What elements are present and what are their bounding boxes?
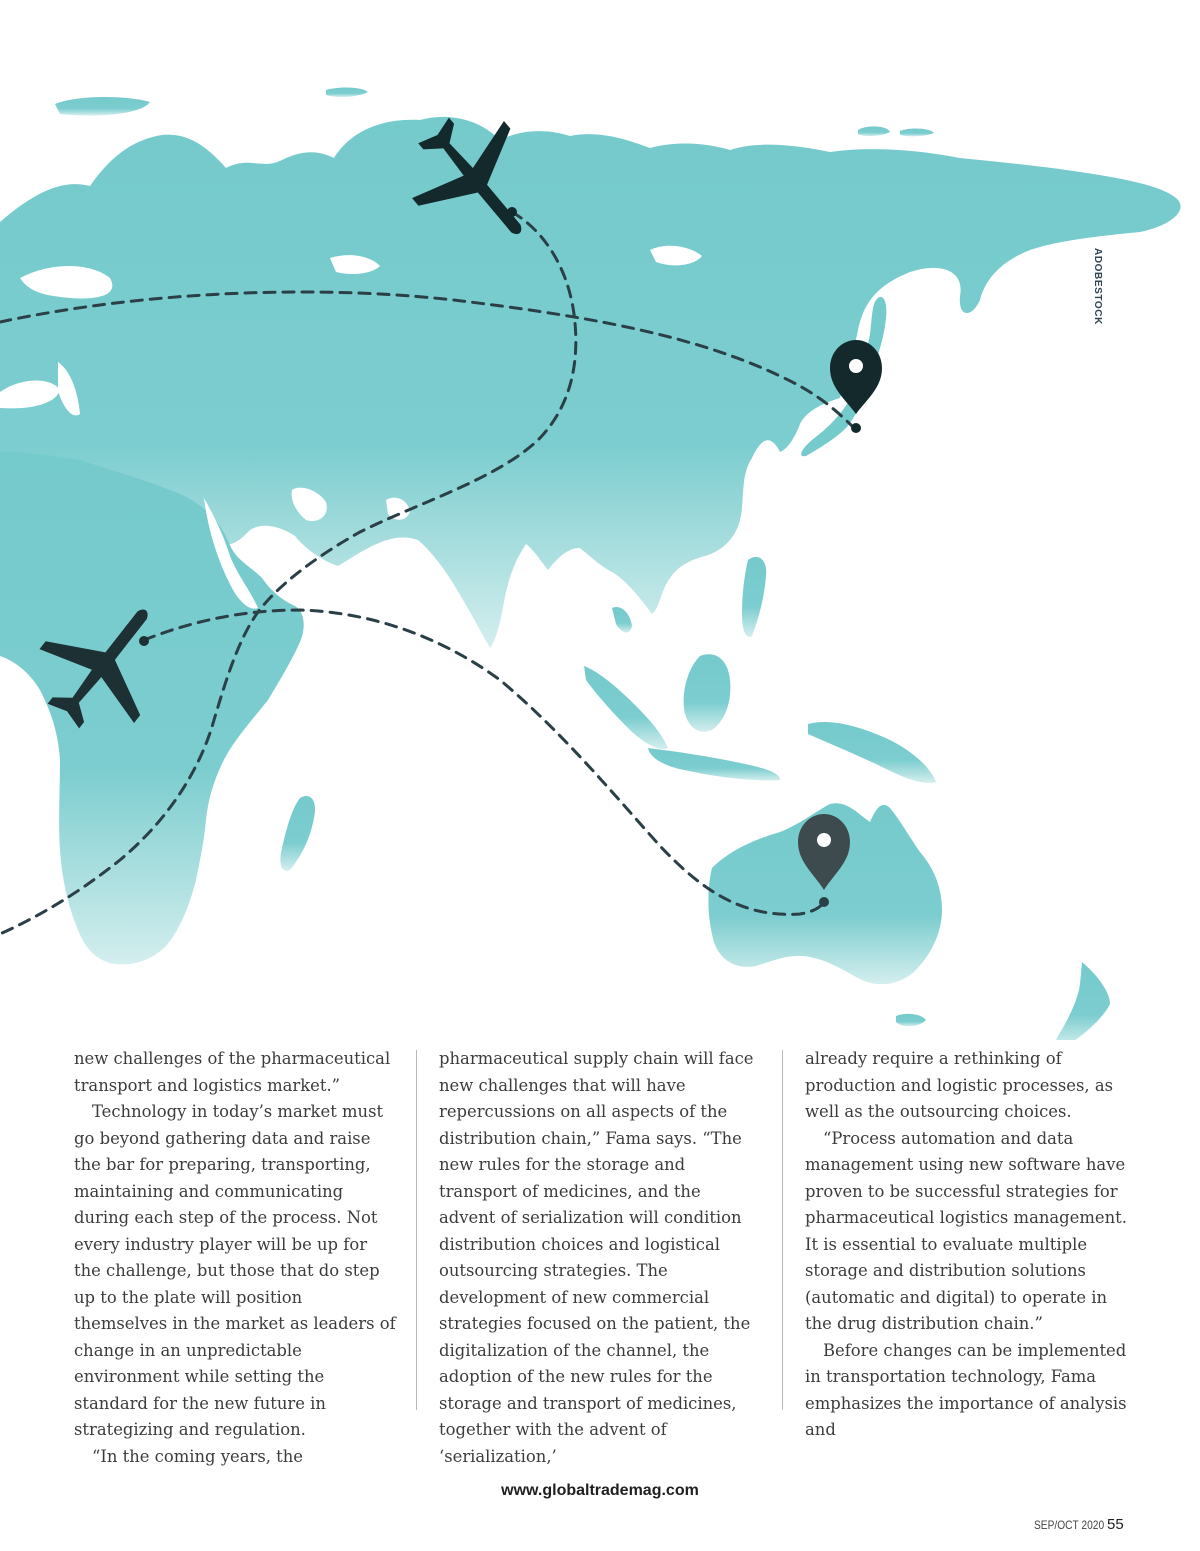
island-sumatra — [584, 666, 668, 749]
island-borneo — [684, 654, 731, 731]
island-small — [612, 607, 632, 633]
paragraph: Before changes can be implemented in transportation technology, Fama emphasizes the importance of analysis and — [805, 1340, 1127, 1439]
article-column-2 — [439, 1046, 761, 1470]
new-zealand — [1056, 962, 1110, 1040]
paragraph: “Process automation and data management using new software have proven to be successful strategies for pharmaceutical logistics management. It is essential to evaluate multiple storage and distribution solutions (automatic and digital) to operate in the drug distribution chain.” — [805, 1128, 1127, 1333]
footer-website-link[interactable]: www.globaltrademag.com — [501, 1482, 699, 1499]
island-sulawesi — [742, 557, 766, 637]
paragraph: new challenges of the pharmaceutical transport and logistics market.” — [74, 1049, 391, 1095]
arctic-island — [55, 97, 150, 116]
tasmania — [896, 1014, 926, 1026]
arctic-island — [858, 126, 890, 136]
landmasses — [0, 88, 1181, 1040]
arctic-island — [326, 88, 368, 97]
footer-issue-date: SEP/OCT 2020 — [1034, 1518, 1105, 1532]
column-divider — [782, 1050, 783, 1410]
paragraph: already require a rethinking of production and logistic processes, as well as the outsourcing choices. — [805, 1049, 1114, 1121]
page-number: 55 — [1107, 1516, 1124, 1533]
article-column-3 — [805, 1046, 1127, 1444]
madagascar — [280, 796, 315, 871]
arctic-island — [900, 129, 934, 137]
photo-credit: ADOBESTOCK — [1092, 248, 1103, 325]
paragraph: “In the coming years, the — [92, 1446, 304, 1466]
paragraph: pharmaceutical supply chain will face new challenges that will have repercussions on all aspects of the distribution chain,” Fama says. “The new rules for the storage and transport of medicines, and the advent of serialization will condition distribution choices and logistical outsourcing strategies. The development of new commercial strategies focused on the patient, the digitalization of the channel, the adoption of the new rules for the storage and transport of medicines, together with the advent of ‘serialization,’ — [439, 1049, 754, 1466]
column-divider — [416, 1050, 417, 1410]
island-new-guinea — [808, 722, 936, 783]
article-column-1 — [74, 1046, 396, 1470]
island-java — [648, 748, 780, 781]
paragraph: Technology in today’s market must go beyond gathering data and raise the bar for preparing, transporting, maintaining and communicating during each step of the process. Not every industry player will be up for the challenge, but those that do step up to the plate will position themselves in the market as leaders of change in an unpredictable environment while setting the standard for the new future in strategizing and regulation. — [74, 1102, 396, 1439]
africa — [0, 452, 304, 965]
